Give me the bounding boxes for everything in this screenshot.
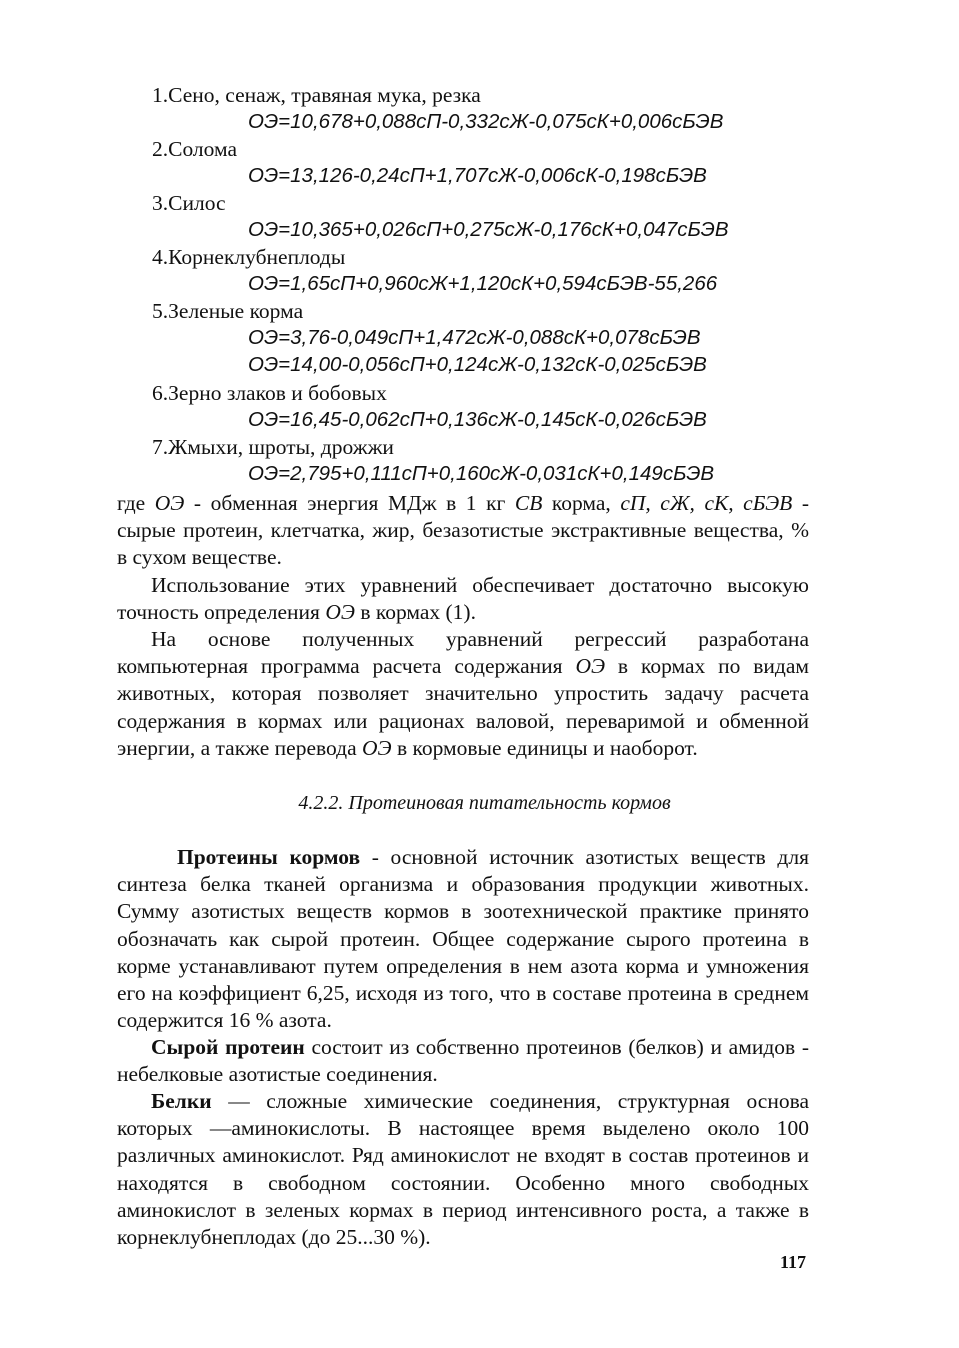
feed-heading-green: 5.Зеленые корма — [152, 299, 304, 323]
formula-straw: ОЭ=13,126-0,24сП+1,707сЖ-0,006сК-0,198сБЭВ — [248, 164, 707, 187]
formula-cake: ОЭ=2,795+0,111сП+0,160сЖ-0,031сК+0,149сБЭВ — [248, 462, 715, 485]
formula-legend: где ОЭ - обменная энергия МДж в 1 кг СВ корма, сП, сЖ, сК, сБЭВ - сырые протеин, клетчатка, жир, безазотистые экстрактивные вещества, % в сухом веществе. — [117, 491, 809, 570]
formula-hay: ОЭ=10,678+0,088сП-0,332сЖ-0,075сК+0,006сБЭВ — [248, 110, 724, 133]
feed-heading-roots: 4.Корнеклубнеплоды — [152, 245, 346, 269]
paragraph-usage: Использование этих уравнений обеспечивает достаточно высокую точность определения ОЭ в кормах (1). — [117, 573, 809, 625]
formula-green-1: ОЭ=3,76-0,049сП+1,472сЖ-0,088сК+0,078сБЭВ — [248, 326, 701, 349]
feed-heading-hay: 1.Сено, сенаж, травяная мука, резка — [152, 83, 481, 107]
paragraph-belki: Белки — сложные химические соединения, структурная основа которых —аминокислоты. В настоящее время выделено около 100 различных аминокислот. Ряд аминокислот не входят в состав протеинов и находятся в свободном состоянии. Особенно много свободных аминокислот в зеленых кормах в период интенсивного роста, а также в корнеклубнеплодах (до 25...30 %). — [117, 1089, 809, 1250]
formula-grain: ОЭ=16,45-0,062сП+0,136сЖ-0,145сК-0,026сБЭВ — [248, 408, 707, 431]
paragraph-raw-protein: Сырой протеин состоит из собственно протеинов (белков) и амидов - небелковые азотистые соединения. — [117, 1035, 809, 1087]
page-number: 117 — [780, 1252, 807, 1272]
feed-heading-silage: 3.Силос — [152, 191, 226, 215]
formula-silage: ОЭ=10,365+0,026сП+0,275сЖ-0,176сК+0,047сБЭВ — [248, 218, 729, 241]
feed-heading-grain: 6.Зерно злаков и бобовых — [152, 381, 387, 405]
paragraph-program: На основе полученных уравнений регрессий разработана компьютерная программа расчета содержания ОЭ в кормах по видам животных, которая позволяет значительно упростить задачу расчета содержания в кормах или рационах валовой, переваримой и обменной энергии, а также перевода ОЭ в кормовые единицы и наоборот. — [117, 627, 810, 760]
feed-heading-straw: 2.Солома — [152, 137, 238, 161]
section-title: 4.2.2. Протеиновая питательность кормов — [298, 792, 671, 814]
paragraph-proteins: Протеины кормов - основной источник азотистых веществ для синтеза белка тканей организма и образования продукции животных. Сумму азотистых веществ кормов в зоотехнической практике принято обозначать как сырой протеин. Общее содержание сырого протеина в корме устанавливают путем определения в нем азота корма и умножения его на коэффициент 6,25, исходя из того, что в составе протеина в среднем содержится 16 % азота. — [117, 845, 809, 1033]
feed-heading-cake: 7.Жмыхи, шроты, дрожжи — [152, 435, 394, 459]
formula-green-2: ОЭ=14,00-0,056сП+0,124сЖ-0,132сК-0,025сБЭВ — [248, 353, 707, 376]
formula-roots: ОЭ=1,65сП+0,960сЖ+1,120сК+0,594сБЭВ-55,266 — [248, 272, 718, 295]
